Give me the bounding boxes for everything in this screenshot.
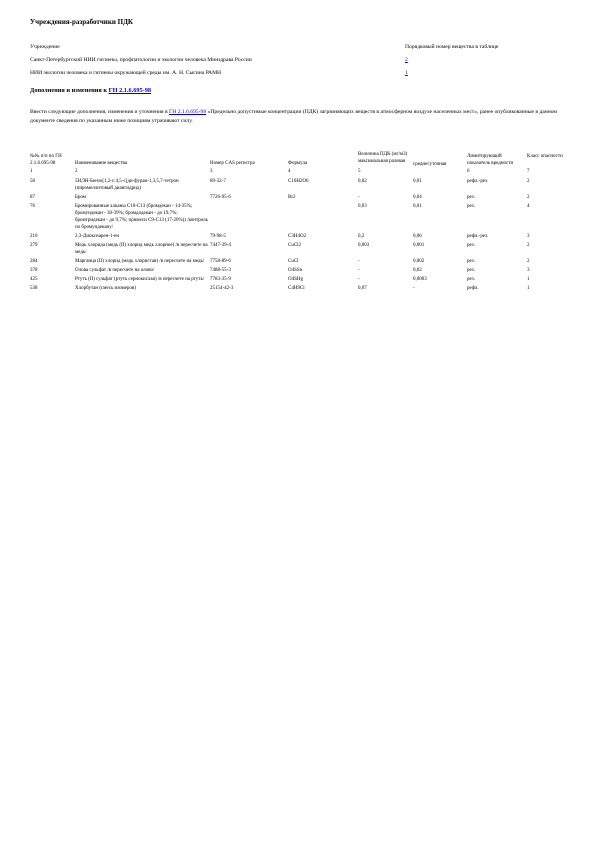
cell-num: 87 (30, 195, 35, 200)
cell-name: 5H,9H-Бензо[1,2-c:4,5-c]ди-фуран-1,3,5,7-тетрон (пиромеллитовый диангидрид) (75, 179, 179, 191)
col-number: 1 (30, 169, 33, 174)
cell-cas: 7758-89-6 (210, 259, 231, 264)
col-number (413, 168, 467, 178)
cell-name: Олова сульфат /в пересчете на олово/ (75, 268, 155, 273)
cell-indicator: рез. (467, 243, 476, 248)
cell-indicator: рефл.-рез. (467, 234, 489, 239)
additions-heading-text: Дополнения и изменения к (30, 87, 109, 94)
header-name: Наименование вещества (75, 161, 128, 166)
header-pdk-avg: среднесуточная (413, 162, 447, 167)
cell-cas: 25154-42-3 (210, 286, 234, 291)
intro-text-2: «Предельно допустимые концентрации (ПДК) загрязняющих веществ в атмосферном воздухе населенных мест», ранее опубликованные в данном документе сведения по указанным ниже позициям утрачивают силу. (30, 109, 557, 124)
cell-num: 279 (30, 243, 38, 248)
cell-cas (210, 203, 288, 233)
table-header-row (30, 151, 565, 158)
header-cas: Номер CAS регистра (210, 161, 255, 166)
cell-num: 284 (30, 259, 38, 264)
cell-avg: 0,02 (413, 268, 422, 273)
cell-max: 0,02 (358, 179, 367, 184)
cell-indicator: рефл.-рез. (467, 179, 489, 184)
serial-link[interactable]: 1 (405, 69, 408, 76)
table-row (30, 285, 565, 294)
cell-class: 2 (527, 179, 530, 184)
cell-max: 0,07 (358, 286, 367, 291)
col-number: 4 (288, 169, 291, 174)
cell-max: 0,03 (358, 204, 367, 209)
cell-name: Бромированные алканы C10-C13 (бромдекан - 14-35%; бромундекан - 30-39%; бромдодекан - до 19,7%; бромтридекан - до 9,7%; примеси C9-C13 (17-20%)) /контроль по бромундекану/ (75, 204, 208, 230)
cell-cas: 7726-95-6 (210, 195, 231, 200)
cell-formula: C4H9Cl (288, 286, 305, 291)
cell-indicator: рез. (467, 204, 476, 209)
institution-name: Санкт-Петербургский НИИ гигиены, профпатологии и экологии человека Минздрава России (30, 56, 252, 63)
cell-max: - (358, 195, 360, 200)
institution-row (30, 66, 565, 79)
cell-num: 538 (30, 286, 38, 291)
cell-cas: 89-32-7 (210, 179, 226, 184)
institution-column-header: Учреждение (30, 43, 60, 50)
table-body (30, 178, 565, 294)
cell-class: 1 (527, 277, 530, 282)
col-number: 3 (210, 169, 213, 174)
institution-row (30, 53, 565, 66)
table-row (30, 258, 565, 267)
cell-class: 4 (527, 204, 530, 209)
cell-formula: CuCl (288, 259, 299, 264)
col-number: 5 (358, 169, 361, 174)
cell-name: Ртуть (II) сульфат (ртуть сернокислая) /в пересчете на ртуть/ (75, 277, 205, 282)
institutions-table (30, 40, 565, 79)
table-row (30, 267, 565, 276)
col-number: 2 (75, 169, 78, 174)
cell-avg: 0,0003 (413, 277, 427, 282)
cell-avg: 0,06 (413, 234, 422, 239)
header-pdk-max: максимальная разовая (358, 159, 406, 164)
cell-formula: Br2 (288, 195, 296, 200)
table-row (30, 276, 565, 285)
cell-avg: 0,01 (413, 204, 422, 209)
cell-indicator: рез. (467, 195, 476, 200)
institutions-header-row (30, 40, 565, 53)
cell-avg: - (413, 286, 415, 291)
developers-heading: Учреждения-разработчики ПДК (30, 18, 133, 26)
cell-avg: 0,04 (413, 195, 422, 200)
cell-cas: 7783-35-9 (210, 277, 231, 282)
cell-class: 1 (527, 286, 530, 291)
cell-formula: CuCl2 (288, 243, 302, 248)
cell-name: 2,3-Диоксиарен-1-ен (75, 234, 120, 239)
serial-link[interactable]: 2 (405, 56, 408, 63)
cell-class: 3 (527, 268, 530, 273)
substances-table (30, 151, 565, 294)
cell-num: 425 (30, 277, 38, 282)
cell-avg: 0,001 (413, 243, 425, 248)
header-num: №№ п/п по ГН 2.1.6.695-98 (30, 154, 62, 166)
intro-text-1: Ввести следующие дополнения, изменения и уточнения в (30, 109, 170, 115)
cell-formula (288, 203, 358, 233)
table-row (30, 203, 565, 233)
table-row (30, 194, 565, 203)
institution-name: НИИ экологии человека и гигиены окружающей среды им. А. Н. Сысина РАМН (30, 69, 222, 76)
cell-name: Медь хлорида (медь (II) хлорид медь хлорное) /в пересчете на медь/ (75, 243, 208, 255)
column-number-row (30, 168, 565, 178)
cell-avg: 0,002 (413, 259, 425, 264)
cell-formula: O4SSn (288, 268, 303, 273)
additions-heading (30, 87, 151, 94)
cell-max: 0,003 (358, 243, 370, 248)
cell-formula: C3H4O2 (288, 234, 307, 239)
cell-indicator: рез. (467, 259, 476, 264)
cell-num: 58 (30, 179, 35, 184)
table-row (30, 242, 565, 258)
table-row (30, 178, 565, 194)
cell-num: 378 (30, 268, 38, 273)
cell-cas: 7488-55-3 (210, 268, 231, 273)
cell-class: 2 (527, 259, 530, 264)
cell-num: 210 (30, 234, 38, 239)
cell-cas: 7447-39-4 (210, 243, 231, 248)
cell-formula: C10H2O6 (288, 179, 309, 184)
header-pdk-group: Величина ПДК (мг/м3) (358, 152, 408, 157)
intro-link[interactable]: ГН 2.1.6.695-98 (169, 109, 207, 115)
header-formula: Формула (288, 161, 308, 166)
header-indicator: Лимитирующий показатель вредности (467, 154, 514, 166)
cell-num: 76 (30, 204, 35, 209)
cell-class: 2 (527, 195, 530, 200)
col-number: 6 (467, 169, 470, 174)
cell-avg: 0,01 (413, 179, 422, 184)
cell-class: 2 (527, 243, 530, 248)
serial-column-header: Порядковый номер вещества в таблице (405, 43, 499, 50)
cell-max: 0,2 (358, 234, 365, 239)
cell-max: - (358, 259, 360, 264)
cell-class: 3 (527, 234, 530, 239)
table-row (30, 233, 565, 242)
cell-indicator: рефл. (467, 286, 479, 291)
col-number: 7 (527, 169, 530, 174)
additions-heading-link[interactable]: ГН 2.1.6.695-98 (108, 87, 152, 94)
cell-formula: O4SHg (288, 277, 304, 282)
header-class: Класс опасности (527, 154, 563, 159)
cell-name: Хлорбутан (смесь изомеров) (75, 286, 136, 291)
cell-name: Марганца (II) хлорид (медь хлористая) /в пересчете на медь/ (75, 259, 205, 264)
cell-indicator: рез. (467, 277, 476, 282)
cell-name: Бром (75, 195, 86, 200)
cell-max: - (358, 268, 360, 273)
cell-indicator: рез. (467, 268, 476, 273)
cell-max: - (358, 277, 360, 282)
intro-paragraph (30, 108, 565, 126)
cell-cas: 79-98-5 (210, 234, 226, 239)
